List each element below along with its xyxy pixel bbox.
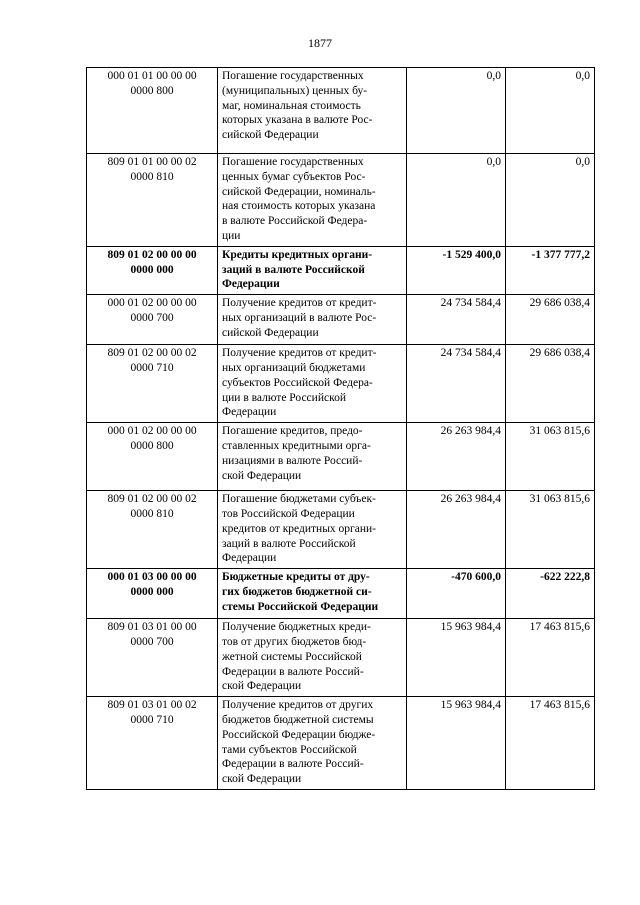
amount-year1-cell: -470 600,0 — [407, 569, 506, 619]
item-name-line: ная стоимость которых указана — [222, 200, 376, 213]
item-name-line: ных организаций в валюте Рос- — [222, 311, 377, 324]
item-name-line: ской Федерации — [222, 773, 302, 786]
budget-code-line: 0000 700 — [130, 635, 174, 648]
amount-year1-cell: 24 734 584,4 — [407, 345, 506, 423]
table-row — [87, 345, 595, 423]
budget-code-line: 809 01 01 00 00 02 — [107, 156, 197, 168]
item-name-line: субъектов Российской Федера- — [222, 376, 373, 389]
amount-year1-cell: 0,0 — [407, 68, 506, 154]
item-name-cell — [218, 619, 407, 697]
budget-code-cell — [87, 697, 218, 790]
item-name-line: ции — [222, 229, 241, 242]
item-name-line: Погашение государственных — [222, 70, 364, 82]
item-name-line: жетной системы Российской — [222, 650, 362, 663]
table-row — [87, 423, 595, 491]
item-name-cell — [218, 491, 407, 569]
budget-code-cell — [87, 68, 218, 154]
item-name-line: ставленных кредитными орга- — [222, 439, 371, 452]
budget-code-line: 000 01 02 00 00 00 — [107, 297, 197, 310]
budget-code-line: 0000 810 — [130, 507, 174, 520]
item-name-line: Получение бюджетных креди- — [222, 621, 371, 634]
table-row — [87, 491, 595, 569]
budget-code-line: 000 01 01 00 00 00 — [107, 70, 197, 82]
budget-code-line: 809 01 02 00 00 02 — [107, 347, 197, 360]
budget-code-cell — [87, 345, 218, 423]
item-name-line: гих бюджетов бюджетной си- — [222, 585, 372, 598]
item-name-line: которых указана в валюте Рос- — [222, 114, 373, 127]
item-name-line: ции в валюте Российской — [222, 391, 346, 404]
item-name-line: сийской Федерации — [222, 326, 319, 339]
budget-code-line: 0000 710 — [130, 713, 174, 726]
amount-year1-cell: 26 263 984,4 — [407, 491, 506, 569]
item-name-line: Федерации — [222, 406, 277, 419]
budget-code-cell — [87, 154, 218, 247]
item-name-line: сийской Федерации, номиналь- — [222, 185, 376, 198]
amount-year1-cell: 26 263 984,4 — [407, 423, 506, 491]
item-name-cell — [218, 345, 407, 423]
item-name-line: ской Федерации — [222, 469, 302, 482]
amount-year1-cell: 15 963 984,4 — [407, 619, 506, 697]
item-name-line: заций в валюте Российской — [222, 263, 365, 276]
item-name-line: тов Российской Федерации — [222, 507, 355, 520]
table-row — [87, 697, 595, 790]
budget-code-line: 0000 800 — [130, 84, 174, 97]
item-name-line: в валюте Российской Федера- — [222, 215, 368, 228]
item-name-line: тов от других бюджетов бюд- — [222, 635, 367, 648]
item-name-line: маг, номинальная стоимость — [222, 99, 361, 112]
item-name-line: (муниципальных) ценных бу- — [222, 84, 368, 97]
item-name-line: низациями в валюте Россий- — [222, 454, 363, 467]
amount-year2-cell: -622 222,8 — [506, 569, 595, 619]
item-name-line: сийской Федерации — [222, 129, 319, 142]
item-name-cell — [218, 295, 407, 345]
amount-year1-cell: 24 734 584,4 — [407, 295, 506, 345]
item-name-cell — [218, 68, 407, 154]
item-name-cell — [218, 423, 407, 491]
item-name-line: ных организаций бюджетами — [222, 361, 366, 374]
item-name-line: Бюджетные кредиты от дру- — [222, 571, 370, 584]
budget-code-cell — [87, 491, 218, 569]
item-name-line: Получение кредитов от кредит- — [222, 347, 377, 360]
budget-code-line: 809 01 03 01 00 02 — [107, 699, 197, 712]
item-name-line: Погашение кредитов, предо- — [222, 425, 363, 438]
item-name-line: Погашение бюджетами субъек- — [222, 493, 376, 506]
table-body — [87, 68, 595, 790]
budget-code-cell — [87, 295, 218, 345]
budget-code-line: 000 01 03 00 00 00 — [107, 571, 197, 584]
budget-code-cell — [87, 569, 218, 619]
amount-year2-cell: 29 686 038,4 — [506, 345, 595, 423]
budget-code-line: 809 01 02 00 00 02 — [107, 493, 197, 506]
item-name-line: Российской Федерации бюдже- — [222, 728, 376, 741]
budget-code-line: 0000 710 — [130, 361, 174, 374]
item-name-line: Федерации — [222, 278, 280, 291]
item-name-line: Федерации в валюте Россий- — [222, 758, 364, 771]
amount-year2-cell: 31 063 815,6 — [506, 423, 595, 491]
budget-code-line: 000 01 02 00 00 00 — [107, 425, 197, 438]
amount-year2-cell: -1 377 777,2 — [506, 246, 595, 294]
item-name-line: заций в валюте Российской — [222, 537, 356, 550]
page-number: 1877 — [308, 36, 332, 50]
budget-code-line: 0000 000 — [130, 263, 174, 276]
budget-code-line: 0000 810 — [130, 170, 174, 183]
item-name-cell — [218, 697, 407, 790]
budget-code-line: 0000 700 — [130, 311, 174, 324]
amount-year1-cell: 15 963 984,4 — [407, 697, 506, 790]
table-row — [87, 68, 595, 154]
budget-code-cell — [87, 246, 218, 294]
item-name-line: стемы Российской Федерации — [222, 600, 379, 613]
amount-year2-cell: 29 686 038,4 — [506, 295, 595, 345]
budget-code-line: 0000 000 — [130, 585, 174, 598]
item-name-line: ской Федерации — [222, 680, 302, 693]
item-name-line: Получение кредитов от кредит- — [222, 297, 377, 310]
item-name-line: Получение кредитов от других — [222, 699, 374, 712]
budget-code-cell — [87, 619, 218, 697]
budget-code-line: 0000 800 — [130, 439, 174, 452]
amount-year2-cell: 17 463 815,6 — [506, 619, 595, 697]
table-row — [87, 295, 595, 345]
amount-year1-cell: 0,0 — [407, 154, 506, 247]
table-row — [87, 569, 595, 619]
budget-sources-table — [86, 67, 595, 790]
budget-code-line: 809 01 03 01 00 00 — [107, 621, 197, 634]
amount-year2-cell: 0,0 — [506, 154, 595, 247]
table-row — [87, 619, 595, 697]
item-name-line: ценных бумаг субъектов Рос- — [222, 170, 366, 183]
table-row — [87, 246, 595, 294]
item-name-cell — [218, 569, 407, 619]
item-name-line: Федерации — [222, 552, 277, 565]
amount-year2-cell: 0,0 — [506, 68, 595, 154]
item-name-line: кредитов от кредитных органи- — [222, 522, 377, 535]
item-name-cell — [218, 246, 407, 294]
amount-year1-cell: -1 529 400,0 — [407, 246, 506, 294]
budget-code-cell — [87, 423, 218, 491]
amount-year2-cell: 31 063 815,6 — [506, 491, 595, 569]
item-name-cell — [218, 154, 407, 247]
amount-year2-cell: 17 463 815,6 — [506, 697, 595, 790]
item-name-line: бюджетов бюджетной системы — [222, 713, 374, 726]
budget-code-line: 809 01 02 00 00 00 — [107, 248, 197, 261]
item-name-line: тами субъектов Российской — [222, 743, 357, 756]
item-name-line: Кредиты кредитных органи- — [222, 248, 373, 261]
item-name-line: Погашение государственных — [222, 156, 364, 168]
table-row — [87, 154, 595, 247]
item-name-line: Федерации в валюте Россий- — [222, 665, 364, 678]
